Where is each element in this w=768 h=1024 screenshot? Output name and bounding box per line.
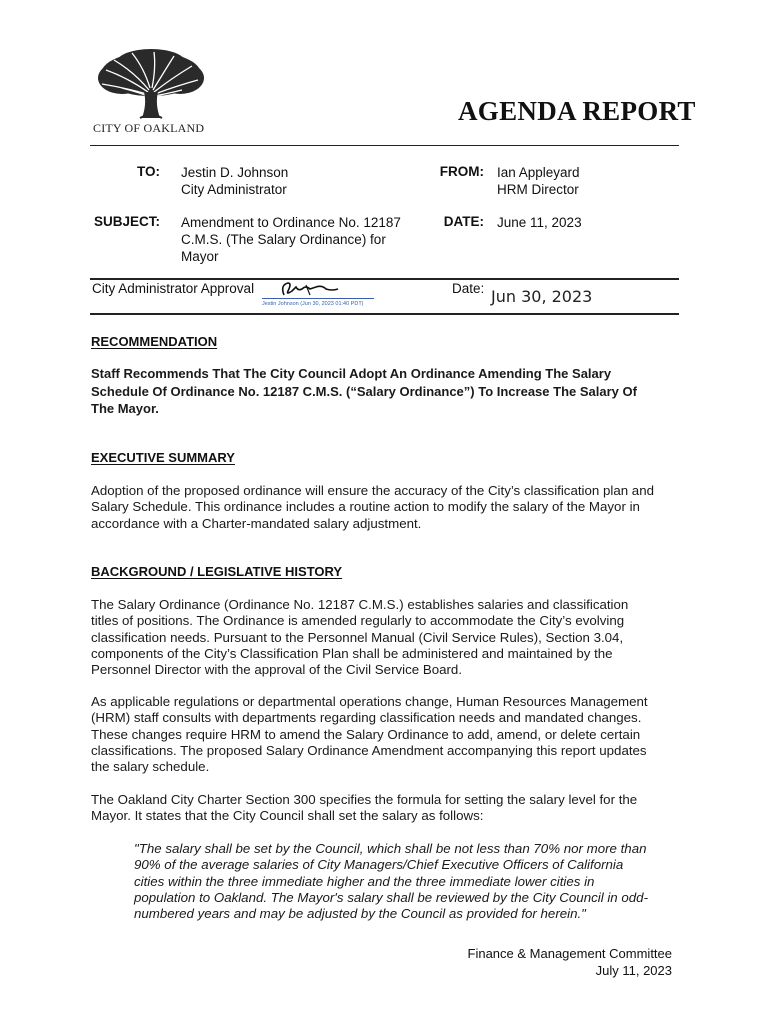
subject-label: SUBJECT: bbox=[93, 214, 160, 229]
section-heading-background: BACKGROUND / LEGISLATIVE HISTORY bbox=[91, 564, 343, 579]
subject-line-2: C.M.S. (The Salary Ordinance) for bbox=[181, 232, 386, 247]
signature-image bbox=[276, 279, 342, 299]
subject-line-1: Amendment to Ordinance No. 12187 bbox=[181, 215, 401, 230]
date-label: DATE: bbox=[443, 214, 484, 229]
from-label: FROM: bbox=[439, 164, 484, 179]
approval-bottom-rule bbox=[90, 313, 679, 315]
background-paragraph-3: The Oakland City Charter Section 300 specifies the formula for setting the salary level for the Mayor. It states that the City Council shall set the salary as follows: bbox=[91, 792, 638, 824]
signature-line bbox=[262, 298, 374, 299]
executive-summary-text: Adoption of the proposed ordinance will ensure the accuracy of the City’s classification plan and Salary Schedule. This ordinance includes a routine action to modify the salary of the Mayor in accordance with a Charter-mandated salary adjustment. bbox=[91, 483, 654, 531]
city-of-oakland-oak-tree-logo bbox=[92, 48, 210, 120]
approval-date-label: Date: bbox=[452, 281, 485, 296]
date-value: June 11, 2023 bbox=[497, 215, 582, 230]
logo-caption: CITY OF OAKLAND bbox=[93, 121, 205, 135]
section-heading-recommendation: RECOMMENDATION bbox=[91, 334, 218, 349]
footer-committee: Finance & Management Committee bbox=[467, 946, 672, 961]
to-title: City Administrator bbox=[181, 182, 287, 197]
page-title: AGENDA REPORT bbox=[458, 96, 696, 126]
approval-label: City Administrator Approval bbox=[92, 281, 255, 296]
signature-caption: Jestin Johnson (Jun 30, 2023 01:40 PDT) bbox=[262, 301, 364, 307]
section-heading-executive-summary: EXECUTIVE SUMMARY bbox=[91, 450, 235, 465]
header-divider bbox=[90, 145, 679, 146]
background-paragraph-2: As applicable regulations or departmental operations change, Human Resources Management (HRM) staff consults with departments regarding classification needs and mandated changes. These changes require HRM to amend the Salary Ordinance to add, amend, or delete certain classifications. The proposed Salary Ordinance Amendment accompanying this report updates the salary schedule. bbox=[91, 694, 648, 775]
charter-quote: "The salary shall be set by the Council, which shall be not less than 70% nor more than 90% of the average salaries of City Managers/Chief Executive Officers of California cities within the three immediate higher and the three immediate lower cities in population to Oakland. The Mayor's salary shall be reviewed by the City Council in odd- numbered years and may be adjusted by the Council as provided for herein." bbox=[134, 841, 648, 922]
from-name: Ian Appleyard bbox=[497, 165, 580, 180]
to-label: TO: bbox=[137, 164, 160, 179]
approval-top-rule bbox=[90, 278, 679, 280]
from-title: HRM Director bbox=[497, 182, 579, 197]
recommendation-text: Staff Recommends That The City Council Adopt An Ordinance Amending The Salary Schedule Of Ordinance No. 12187 C.M.S. (“Salary Ordinance”) To Increase The Salary Of The Mayor. bbox=[91, 366, 637, 416]
to-name: Jestin D. Johnson bbox=[181, 165, 289, 180]
background-paragraph-1: The Salary Ordinance (Ordinance No. 12187 C.M.S.) establishes salaries and classification titles of positions. The Ordinance is amended regularly to accommodate the City’s evolving classification needs. Pursuant to the Personnel Manual (Civil Service Rules), Section 3.04, components of the City’s Classification Plan shall be administered and maintained by the Personnel Director with the approval of the Civil Service Board. bbox=[91, 597, 629, 678]
footer-date: July 11, 2023 bbox=[595, 963, 672, 978]
approval-date-value: Jun 30, 2023 bbox=[491, 287, 593, 306]
subject-line-3: Mayor bbox=[181, 249, 219, 264]
